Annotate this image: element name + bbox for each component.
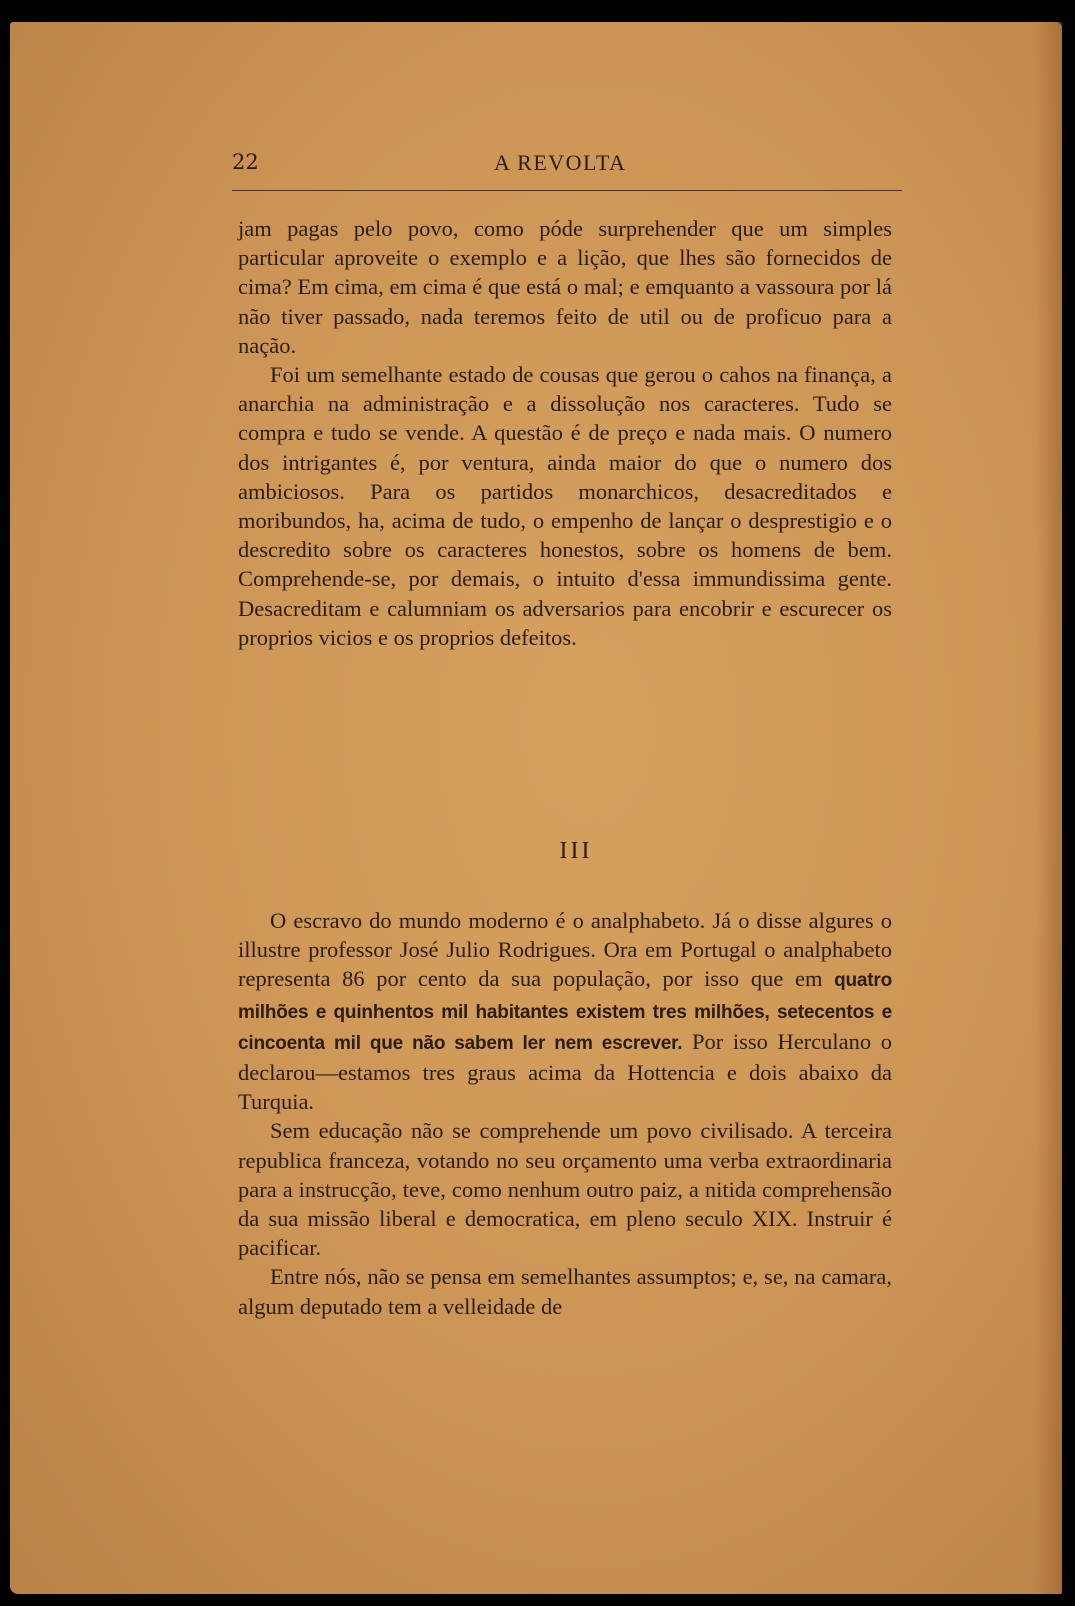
section-heading: III bbox=[559, 838, 593, 864]
paragraph: Entre nós, não se pensa em semelhantes assumptos; e, se, na camara, algum deputado tem a velleidade de bbox=[238, 1264, 892, 1319]
paragraph-continued: jam pagas pelo povo, como póde surprehender que um simples particular aproveite o exemplo e a lição, que lhes são fornecidos de cima? Em cima, em cima é que está o mal; e emquanto a vassoura por lá não tiver passado, nada teremos feito de util ou de proficuo para a nação. bbox=[238, 216, 892, 358]
bold-emphasis: quatro milhões e quinhentos mil habitantes existem tres milhões, setecentos e cincoenta mil que não sabem ler nem escrever. bbox=[238, 970, 893, 1054]
paragraph: Foi um semelhante estado de cousas que gerou o cahos na finança, a anarchia na administração e a dissolução nos caracteres. Tudo se compra e tudo se vende. A questão é de preço e nada mais. O numero dos intrigantes é, por ventura, ainda maior do que o numero dos ambiciosos. Para os partidos monarchicos, desacreditados e moribundos, ha, acima de tudo, o empenho de lançar o desprestigio e o descredito sobre os caracteres honestos, sobre os homens de bem. Comprehende-se, por demais, o intuito d'essa immundissima gente. Desacreditam e calumniam os adversarios para encobrir e escurecer os proprios vicios e os proprios defeitos. bbox=[238, 362, 892, 650]
paragraph-text: O escravo do mundo moderno é o analphabeto. Já o disse algures o illustre professor José Julio Rodrigues. Ora em Portugal o analphabeto representa 86 por cento da sua população, por isso que em bbox=[238, 908, 892, 992]
paragraph: Sem educação não se comprehende um povo civilisado. A terceira republica franceza, votando no seu orçamento uma verba extraordinaria para a instrucção, teve, como nenhum outro paiz, a nitida comprehensão da sua missão liberal e democratica, em pleno seculo XIX. Instruir é pacificar. bbox=[238, 1118, 892, 1261]
paragraph-text: Por isso Herculano o declarou—estamos tres graus acima da Hottencia e dois abaixo da Turquia. bbox=[238, 1028, 892, 1115]
page-number: 22 bbox=[232, 150, 259, 174]
page-header bbox=[232, 150, 902, 191]
text-block-lower bbox=[238, 906, 892, 1321]
page-edge-shadow bbox=[1034, 22, 1062, 1594]
paragraph bbox=[238, 906, 892, 1116]
running-title: A REVOLTA bbox=[494, 150, 627, 175]
text-block-upper bbox=[238, 214, 892, 652]
